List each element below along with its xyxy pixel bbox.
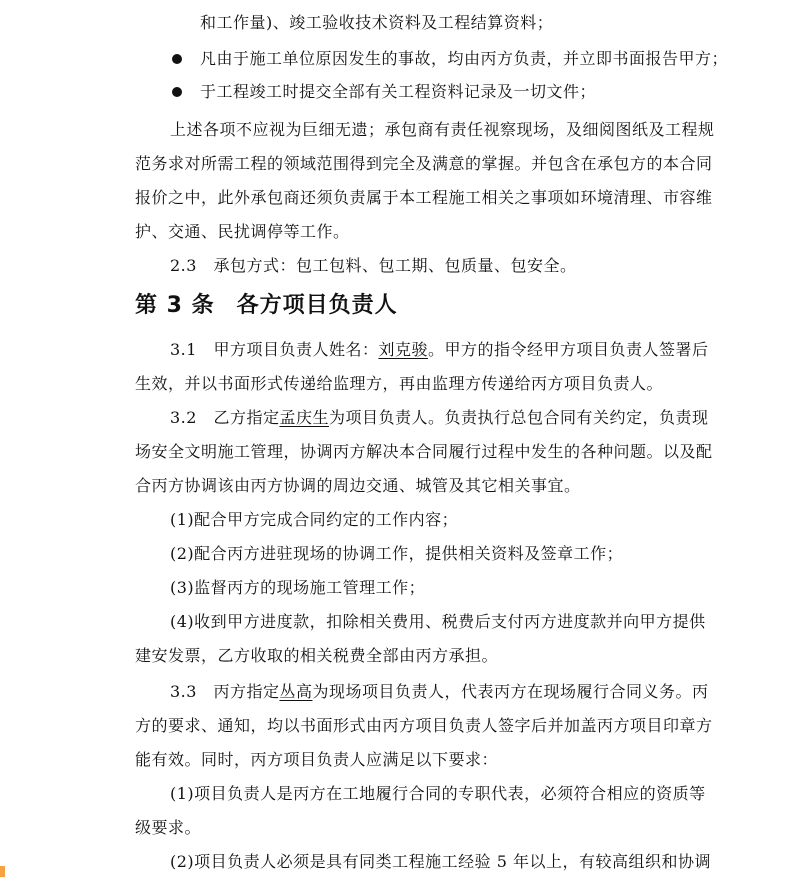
clause-3-3-suffix: 为现场项目负责人，代表丙方在现场履行合同义务。丙 [312, 682, 709, 701]
clause-3-1-line-2: 生效，并以书面形式传递给监理方，再由监理方传递给丙方项目负责人。 [135, 374, 664, 393]
clause-3-3-prefix: 3.3 丙方指定 [170, 682, 280, 701]
clause-3-3-item-1: (1)项目负责人是丙方在工地履行合同的专职代表，必须符合相应的资质等 [170, 784, 706, 803]
clause-3-2-item-4: (4)收到甲方进度款，扣除相关费用、税费后支付丙方进度款并向甲方提供 [170, 612, 706, 631]
clause-3-2-item-2: (2)配合丙方进驻现场的协调工作，提供相关资料及签章工作； [170, 544, 624, 563]
clause-2-3: 2.3 承包方式：包工包料、包工期、包质量、包安全。 [170, 256, 577, 275]
clause-3-2-suffix: 为项目负责人。负责执行总包合同有关约定，负责现 [328, 408, 709, 427]
bullet-icon [172, 87, 182, 97]
clause-3-2-item-1: (1)配合甲方完成合同约定的工作内容； [170, 510, 459, 529]
bullet-item-accident: 凡由于施工单位原因发生的事故，均由丙方负责，并立即书面报告甲方； [200, 49, 729, 68]
section-3-heading [135, 292, 398, 320]
scope-paragraph-line-1: 上述各项不应视为巨细无遗；承包商有责任视察现场，及细阅图纸及工程规 [170, 120, 715, 139]
clause-3-2-line-3: 合丙方协调该由丙方协调的周边交通、城管及其它相关事宜。 [135, 476, 581, 495]
clause-3-3-item-1-line-2: 级要求。 [135, 818, 202, 837]
bullet-continuation-line: 和工作量)、竣工验收技术资料及工程结算资料； [200, 13, 554, 32]
scope-paragraph-line-3: 报价之中，此外承包商还须负责属于本工程施工相关之事项如环境清理、市容维 [135, 188, 713, 207]
section-3-title: 各方项目负责人 [236, 293, 398, 318]
clause-3-3-line-3: 能有效。同时，丙方项目负责人应满足以下要求： [135, 750, 499, 769]
scope-paragraph-line-4: 护、交通、民扰调停等工作。 [135, 222, 350, 241]
clause-3-2-item-4-line-2: 建安发票，乙方收取的相关税费全部由丙方承担。 [135, 646, 499, 665]
section-3-number: 第 3 条 [135, 293, 215, 318]
clause-3-1-prefix: 3.1 甲方项目负责人姓名： [170, 340, 379, 359]
scope-paragraph-line-2: 范务求对所需工程的领域范围得到完全及满意的掌握。并包含在承包方的本合同 [135, 154, 713, 173]
clause-3-1-line-1 [170, 340, 708, 360]
clause-3-2-line-1 [170, 408, 708, 428]
party-b-manager-name: 孟庆生 [279, 408, 329, 427]
party-a-manager-name: 刘克骏 [378, 340, 428, 359]
party-c-manager-name: 丛高 [279, 682, 313, 701]
clause-3-3-item-2: (2)项目负责人必须是具有同类工程施工经验 5 年以上，有较高组织和协调 [170, 852, 712, 871]
clause-3-3-line-1 [170, 682, 708, 702]
clause-3-2-line-2: 场安全文明施工管理，协调丙方解决本合同履行过程中发生的各种问题。以及配 [135, 442, 713, 461]
clause-3-2-item-3: (3)监督丙方的现场施工管理工作； [170, 578, 426, 597]
bullet-item-completion-docs: 于工程竣工时提交全部有关工程资料记录及一切文件； [200, 82, 597, 101]
clause-3-1-suffix: 。甲方的指令经甲方项目负责人签署后 [427, 340, 709, 359]
clause-3-2-prefix: 3.2 乙方指定 [170, 408, 280, 427]
bullet-icon [172, 54, 182, 64]
clause-3-3-line-2: 方的要求、通知，均以书面形式由丙方项目负责人签字后并加盖丙方项目印章方 [135, 716, 713, 735]
margin-marker-icon [0, 866, 5, 877]
